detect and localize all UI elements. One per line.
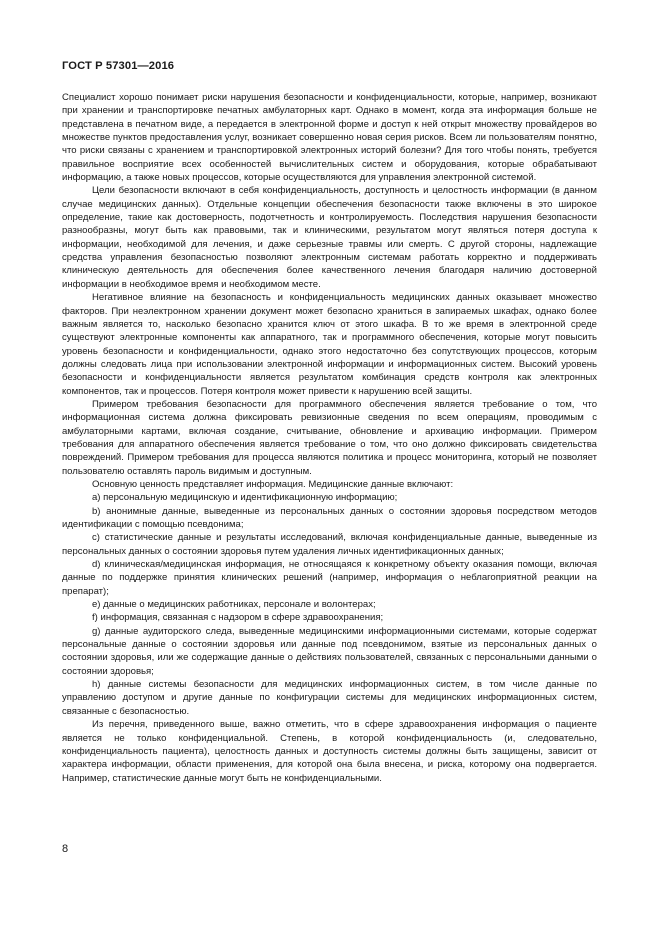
list-item: a) персональную медицинскую и идентификационную информацию; xyxy=(92,492,398,504)
body-paragraph: Примером требования безопасности для программного обеспечения является требование о том, что информационная система должна фиксировать ревизионные сведения по всем операциям, проводимым с амбулаторными картами, включая создание, считывание, обновление и архивацию информации. Примером требования для аппаратного обеспечения является требование о том, что оно должно фиксировать свидетельства повреждений. Примером требования для процесса являются политика и процесс мониторинга, который не позволяет пользователю оставлять пароль видимым и доступным. xyxy=(62,398,597,477)
list-item: g) данные аудиторского следа, выведенные медицинскими информационными системами, которые содержат персональные данные о состоянии здоровья или данные под псевдонимом, взятые из персональных данных о состоянии здоровья, или же содержащие данные о действиях пользователей, связанных с персональными данными о состоянии здоровья; xyxy=(62,625,597,677)
page-number: 8 xyxy=(62,843,69,855)
body-paragraph: Основную ценность представляет информация. Медицинские данные включают: xyxy=(92,478,454,490)
document-header: ГОСТ Р 57301—2016 xyxy=(62,60,175,72)
list-item: b) анонимные данные, выведенные из персональных данных о состоянии здоровья посредством методов идентификации с помощью псевдонима; xyxy=(62,505,597,530)
body-paragraph: Негативное влияние на безопасность и конфиденциальность медицинских данных оказывает множество факторов. При неэлектронном хранении документ может безопасно храниться в запираемых шкафах, однако более важным является то, насколько безопасно хранится ключ от этого шкафа. В то же время в электронной среде существуют электронные компоненты как аппаратного, так и программного обеспечения, которые могут повысить уровень безопасности и конфиденциальности, однако этого недостаточно без сопутствующих процессов, которым должны следовать лица при использовании электронной информации и информационных систем. Высокий уровень безопасности и конфиденциальности является результатом комбинация средств контроля как электронных компонентов, так и процессов. Потеря контроля может привести к нарушению всей защиты. xyxy=(62,292,597,397)
list-item: h) данные системы безопасности для медицинских информационных систем, в том числе данные по управлению доступом и другие данные по конфигурации системы для медицинских информационных систем, связанные с безопасностью. xyxy=(62,679,597,717)
list-item: e) данные о медицинских работниках, персонале и волонтерах; xyxy=(92,599,376,611)
list-item: d) клиническая/медицинская информация, не относящаяся к конкретному объекту оказания помощи, включая данные по поддержке принятия клинических решений (например, информация о неблагоприятной реакции на препарат); xyxy=(62,559,597,597)
list-item: c) статистические данные и результаты исследований, включая конфиденциальные данные, выведенные из персональных данных о состоянии здоровья путем удаления личных идентификационных данных; xyxy=(62,532,597,557)
body-paragraph: Цели безопасности включают в себя конфиденциальность, доступность и целостность информации (в данном случае медицинских данных). Отдельные концепции обеспечения безопасности также включены в это широкое определение, такие как достоверность, подотчетность и контролируемость. Последствия нарушения безопасности разнообразны, могут быть как правовыми, так и клиническими, результатом могут являться потеря доступа к информации, необходимой для лечения, и даже серьезные травмы или смерть. С другой стороны, надлежащие средства управления безопасностью позволяют электронным системам работать корректно и поддерживать клиническую деятельность для обеспечения более качественного лечения благодаря наличию достоверной информации в необходимое время и необходимом месте. xyxy=(62,185,597,290)
document-body xyxy=(62,91,597,785)
list-item: f) информация, связанная с надзором в сфере здравоохранения; xyxy=(92,612,384,624)
body-paragraph: Из перечня, приведенного выше, важно отметить, что в сфере здравоохранения информация о пациенте является не только конфиденциальной. Степень, в которой конфиденциальность (и, следовательно, конфиденциальность пациента), целостность данных и доступность системы должны быть защищены, зависит от характера информации, области применения, для которой она была внесена, и риска, которому она подвергается. Например, статистические данные могут быть не конфиденциальными. xyxy=(62,719,597,784)
body-paragraph: Специалист хорошо понимает риски нарушения безопасности и конфиденциальности, которые, например, возникают при хранении и транспортировке печатных амбулаторных карт. Однако в момент, когда эта информация больше не представлена в печатном виде, а передается в электронной форме и доступ к ней открыт множеству провайдеров во множестве пунктов предоставления услуг, возникает совершенно новая серия рисков. Всем ли пользователям понятно, что риски связаны с хранением и транспортировкой электронных историй болезни? Для того чтобы понять, требуется правильное восприятие всех особенностей вычислительных систем и оборудования, которые обрабатывают информацию, а также новых процессов, которые осуществляются для управления электронной системой. xyxy=(62,92,597,184)
